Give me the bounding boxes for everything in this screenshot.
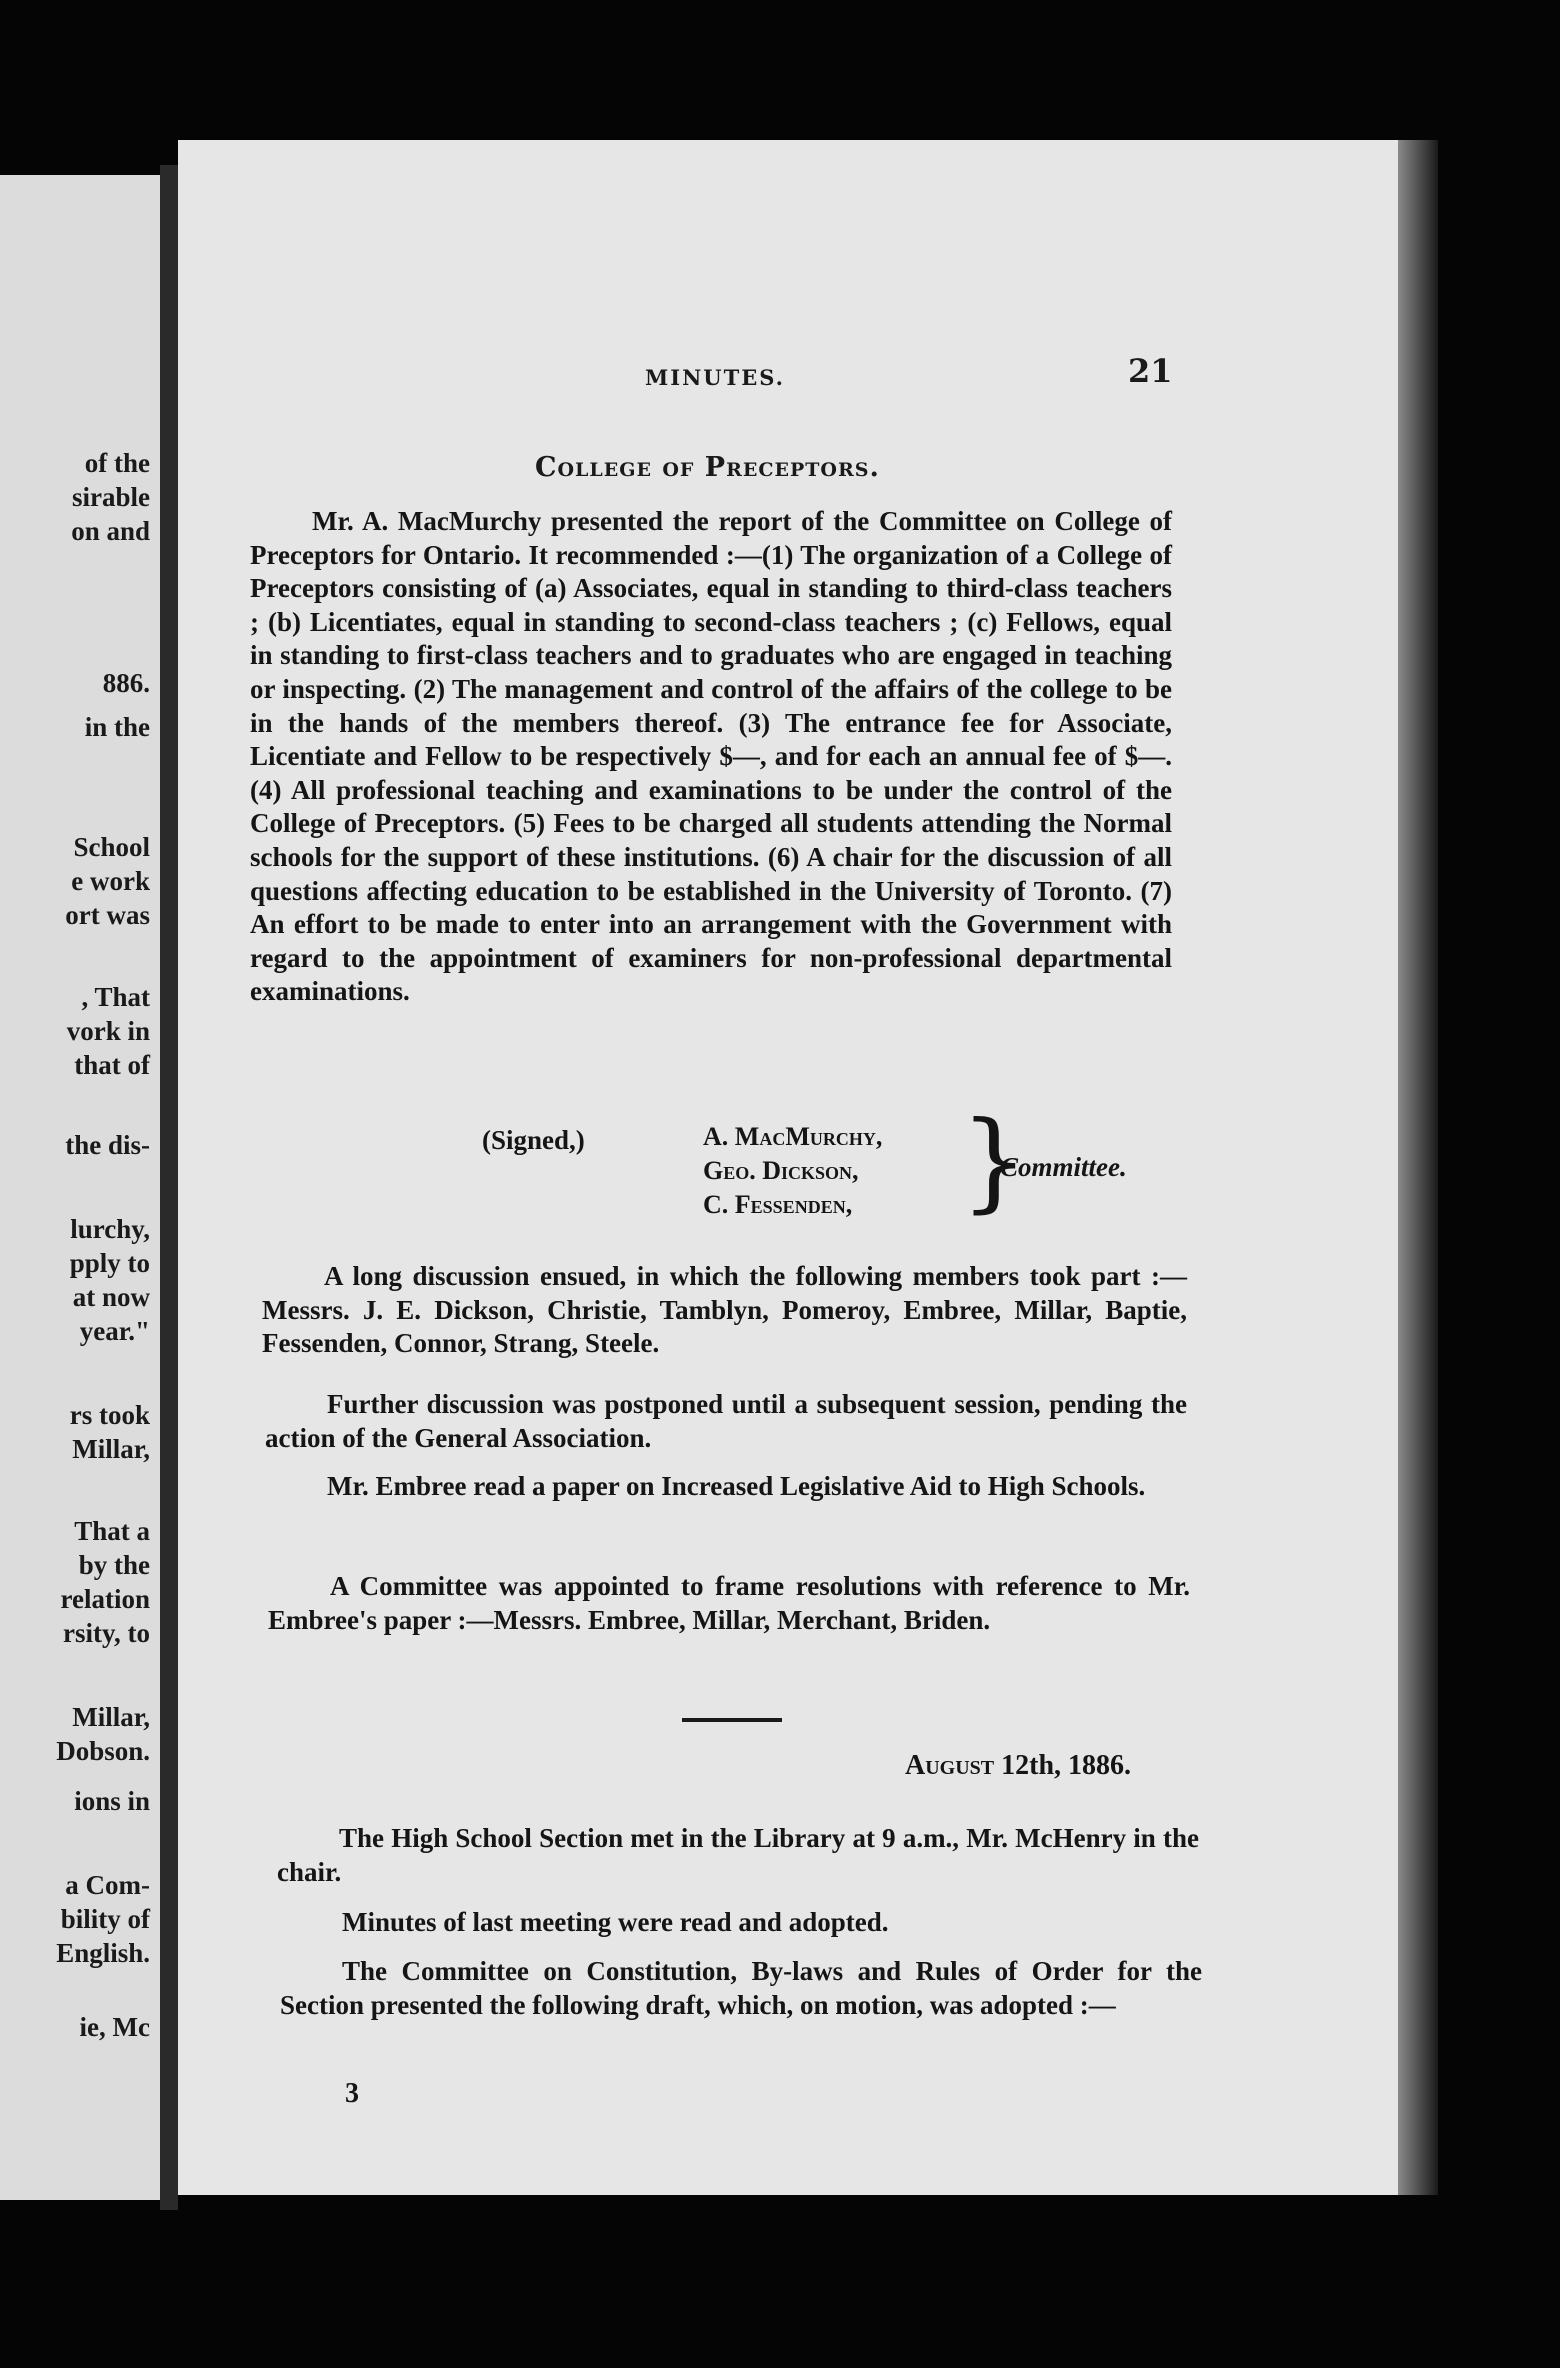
facing-page-line: , That	[81, 982, 150, 1012]
facing-page-line: on and	[71, 516, 150, 546]
date-rest: 12th, 1886.	[994, 1750, 1132, 1781]
facing-page-line: rs took	[69, 1400, 150, 1430]
brace-glyph: }	[960, 1099, 1029, 1224]
paragraph-discussion: A long discussion ensued, in which the following members took part :—Messrs. J. E. Dickson, Christie, Tamblyn, Pomeroy, Embree, Millar, Baptie, Fessenden, Connor, Strang, Steele.	[262, 1261, 1187, 1359]
facing-page-line: pply to	[69, 1248, 150, 1278]
date-month: August	[905, 1750, 995, 1781]
paragraph-constitution: The Committee on Constitution, By-laws and Rules of Order for the Section presented the following draft, which, on motion, was adopted :—	[280, 1956, 1202, 2020]
facing-page-line: 886.	[102, 668, 150, 698]
facing-page-line: vork in	[66, 1016, 150, 1046]
date-line	[905, 1750, 1131, 1782]
facing-page-line: year."	[79, 1316, 150, 1346]
facing-page-line: sirable	[72, 482, 150, 512]
paragraph-committee-appointed: A Committee was appointed to frame resolutions with reference to Mr. Embree's paper :—Messrs. Embree, Millar, Merchant, Briden.	[268, 1571, 1190, 1635]
facing-page-line: ions in	[74, 1786, 150, 1816]
facing-page-line: Millar,	[72, 1702, 150, 1732]
facing-page-line: a Com-	[65, 1870, 150, 1900]
committee-label: Committee.	[1000, 1152, 1127, 1182]
facing-page-line: School	[73, 832, 150, 862]
facing-page-line: ort was	[65, 900, 150, 930]
page-edge-shadow	[1398, 140, 1438, 2195]
signatory-name: A. MacMurchy,	[703, 1122, 883, 1151]
paragraph-macmurchy-report: Mr. A. MacMurchy presented the report of the Committee on College of Preceptors for Ontario. It recommended :—(1) The organization of a College of Preceptors consisting of (a) Associates, equal in standing to third-class teachers ; (b) Licentiates, equal in standing to second-class teachers ; (c) Fellows, equal in standing to first-class teachers and to graduates who are engaged in teaching or inspecting. (2) The management and control of the affairs of the college to be in the hands of the members thereof. (3) The entrance fee for Associate, Licentiate and Fellow to be respectively $—, and for each an annual fee of $—. (4) All professional teaching and examinations to be under the control of the College of Preceptors. (5) Fees to be charged all students attending the Normal schools for the support of these institutions. (6) A chair for the discussion of all questions affecting education to be established in the University of Toronto. (7) An effort to be made to enter into an arrangement with the Government with regard to the appointment of examiners for non-professional departmental examinations.	[250, 506, 1172, 1007]
running-head: MINUTES.	[645, 365, 785, 390]
facing-page-line: rsity, to	[63, 1618, 150, 1648]
paragraph-embree-paper: Mr. Embree read a paper on Increased Legislative Aid to High Schools.	[327, 1471, 1146, 1501]
facing-page-line: lurchy,	[70, 1214, 150, 1244]
facing-page-line: That a	[74, 1516, 150, 1546]
facing-page-line: in the	[84, 712, 150, 742]
facing-page-line: of the	[84, 448, 150, 478]
facing-page-line: the dis-	[65, 1130, 150, 1160]
facing-page-line: bility of	[60, 1904, 150, 1934]
signatory-name: Geo. Dickson,	[703, 1156, 859, 1185]
facing-page-line: relation	[60, 1584, 150, 1614]
paragraph-section-met: The High School Section met in the Library at 9 a.m., Mr. McHenry in the chair.	[277, 1823, 1199, 1887]
paragraph-postponed: Further discussion was postponed until a subsequent session, pending the action of the General Association.	[265, 1389, 1187, 1453]
facing-page-line: English.	[56, 1938, 150, 1968]
facing-page-line: Millar,	[72, 1434, 150, 1464]
signatory-name: C. Fessenden,	[703, 1190, 853, 1219]
facing-page-line: Dobson.	[56, 1736, 150, 1766]
signed-label: (Signed,)	[482, 1125, 585, 1155]
facing-page-line: by the	[78, 1550, 150, 1580]
page-number: 21	[1128, 352, 1173, 390]
facing-page-line: at now	[72, 1282, 150, 1312]
facing-page-line: ie, Mc	[79, 2012, 150, 2042]
facing-page-line: e work	[71, 866, 150, 896]
paragraph-minutes-read: Minutes of last meeting were read and adopted.	[342, 1907, 889, 1937]
book-gutter	[160, 165, 178, 2210]
signature-mark: 3	[345, 2078, 359, 2109]
facing-page	[0, 175, 168, 2200]
facing-page-line: that of	[74, 1050, 150, 1080]
section-rule	[682, 1718, 782, 1722]
section-title: College of Preceptors.	[535, 452, 880, 483]
